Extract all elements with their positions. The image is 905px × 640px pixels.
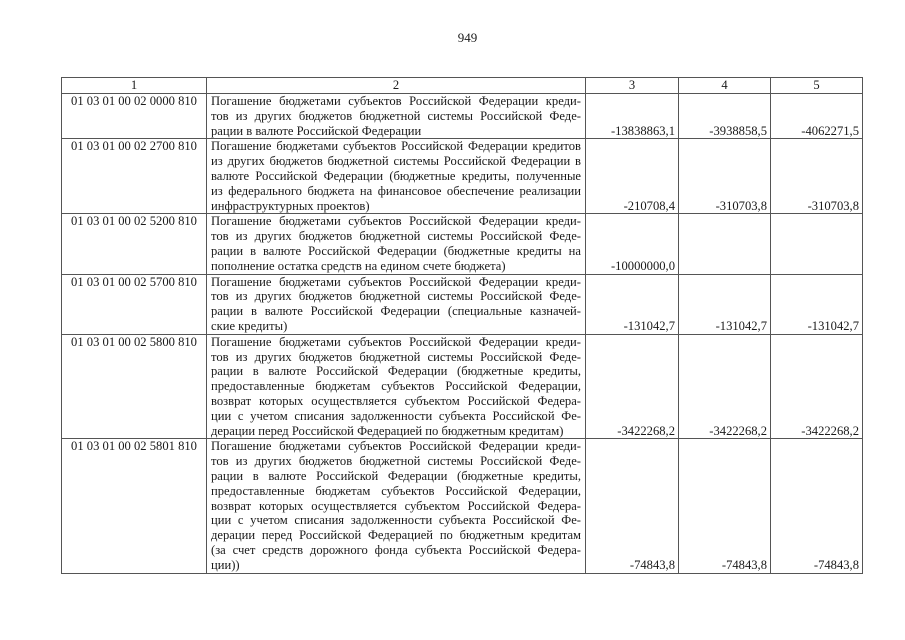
table-row — [62, 334, 863, 439]
description-line: предоставленные бюджетам субъектов Российской Федерации, — [211, 483, 581, 498]
amount-cell: -3422268,2 — [586, 334, 679, 439]
budget-table — [61, 77, 863, 574]
budget-code-cell: 01 03 01 00 02 5700 810 — [62, 274, 207, 334]
description-cell — [207, 334, 586, 439]
description-line: тов из других бюджетов бюджетной системы Российской Феде- — [211, 349, 581, 364]
description-line: из других бюджетов бюджетной системы Российской Федерации в — [211, 154, 581, 169]
description-line: (за счет средств дорожного фонда субъекта Российской Федера- — [211, 542, 581, 557]
amount-cell: -3422268,2 — [679, 334, 771, 439]
description-line: возврат которых осуществляется субъектом Российской Федера- — [211, 393, 581, 408]
description-line: дерации перед Российской Федерацией по бюджетным кредитам — [211, 528, 581, 543]
budget-code-cell: 01 03 01 00 02 5200 810 — [62, 214, 207, 274]
budget-code-cell: 01 03 01 00 02 5800 810 — [62, 334, 207, 439]
amount-cell: -13838863,1 — [586, 94, 679, 139]
amount-cell: -3938858,5 — [679, 94, 771, 139]
amount-cell: -310703,8 — [679, 139, 771, 214]
description-line: тов из других бюджетов бюджетной системы Российской Феде- — [211, 454, 581, 469]
description-line: возврат которых осуществляется субъектом Российской Федера- — [211, 498, 581, 513]
amount-cell — [679, 214, 771, 274]
description-line: рации в валюте Российской Федерации — [211, 123, 422, 138]
amount-cell — [771, 214, 863, 274]
amount-cell: -310703,8 — [771, 139, 863, 214]
description-line: Погашение бюджетами субъектов Российской Федерации креди- — [211, 94, 581, 108]
description-line: предоставленные бюджетам субъектов Российской Федерации, — [211, 379, 581, 394]
description-line: Погашение бюджетами субъектов Российской Федерации креди- — [211, 274, 581, 289]
budget-code-cell: 01 03 01 00 02 2700 810 — [62, 139, 207, 214]
column-header: 4 — [679, 78, 771, 94]
amount-cell: -131042,7 — [771, 274, 863, 334]
description-cell — [207, 94, 586, 139]
description-line: тов из других бюджетов бюджетной системы Российской Феде- — [211, 289, 581, 304]
description-cell — [207, 139, 586, 214]
amount-cell: -210708,4 — [586, 139, 679, 214]
description-line: тов из других бюджетов бюджетной системы Российской Феде- — [211, 229, 581, 244]
table-row — [62, 274, 863, 334]
page-number: 949 — [457, 30, 478, 45]
amount-cell: -74843,8 — [771, 439, 863, 573]
table-row — [62, 139, 863, 214]
description-line: ции с учетом списания задолженности субъекта Российской Фе- — [211, 513, 581, 528]
amount-cell: -74843,8 — [586, 439, 679, 573]
description-cell — [207, 274, 586, 334]
description-line: инфраструктурных проектов) — [211, 198, 370, 213]
description-line: Погашение бюджетами субъектов Российской Федерации креди- — [211, 439, 581, 454]
amount-cell: -3422268,2 — [771, 334, 863, 439]
amount-cell: -131042,7 — [679, 274, 771, 334]
amount-cell: -131042,7 — [586, 274, 679, 334]
description-line: тов из других бюджетов бюджетной системы Российской Феде- — [211, 108, 581, 123]
column-header: 3 — [586, 78, 679, 94]
budget-code-cell: 01 03 01 00 02 0000 810 — [62, 94, 207, 139]
amount-cell: -4062271,5 — [771, 94, 863, 139]
column-header: 1 — [62, 78, 207, 94]
description-line: валюте Российской Федерации (бюджетные кредиты, полученные — [211, 168, 581, 183]
amount-cell: -10000000,0 — [586, 214, 679, 274]
column-header: 2 — [207, 78, 586, 94]
description-line: рации в валюте Российской Федерации (бюджетные кредиты, — [211, 468, 581, 483]
description-line: Погашение бюджетами субъектов Российской Федерации креди- — [211, 334, 581, 349]
description-line: рации в валюте Российской Федерации (специальные казначей- — [211, 304, 581, 319]
description-line: Погашение бюджетами субъектов Российской Федерации креди- — [211, 214, 581, 229]
description-cell — [207, 439, 586, 573]
description-line: Погашение бюджетами субъектов Российской Федерации кредитов — [211, 139, 581, 154]
description-line: пополнение остатка средств на едином счете бюджета) — [211, 258, 506, 273]
table-row — [62, 439, 863, 573]
description-cell — [207, 214, 586, 274]
description-line: рации в валюте Российской Федерации (бюджетные кредиты на — [211, 243, 581, 258]
amount-cell: -74843,8 — [679, 439, 771, 573]
description-line: ские кредиты) — [211, 318, 288, 333]
description-line: ции)) — [211, 557, 240, 572]
table-row — [62, 94, 863, 139]
table-row — [62, 214, 863, 274]
column-header: 5 — [771, 78, 863, 94]
description-line: ции с учетом списания задолженности субъекта Российской Фе- — [211, 408, 581, 423]
description-line: дерации перед Российской Федерацией по бюджетным кредитам) — [211, 423, 564, 438]
table-header-row — [62, 78, 863, 94]
description-line: рации в валюте Российской Федерации (бюджетные кредиты, — [211, 364, 581, 379]
description-line: из федерального бюджета на финансовое обеспечение реализации — [211, 183, 581, 198]
budget-code-cell: 01 03 01 00 02 5801 810 — [62, 439, 207, 573]
